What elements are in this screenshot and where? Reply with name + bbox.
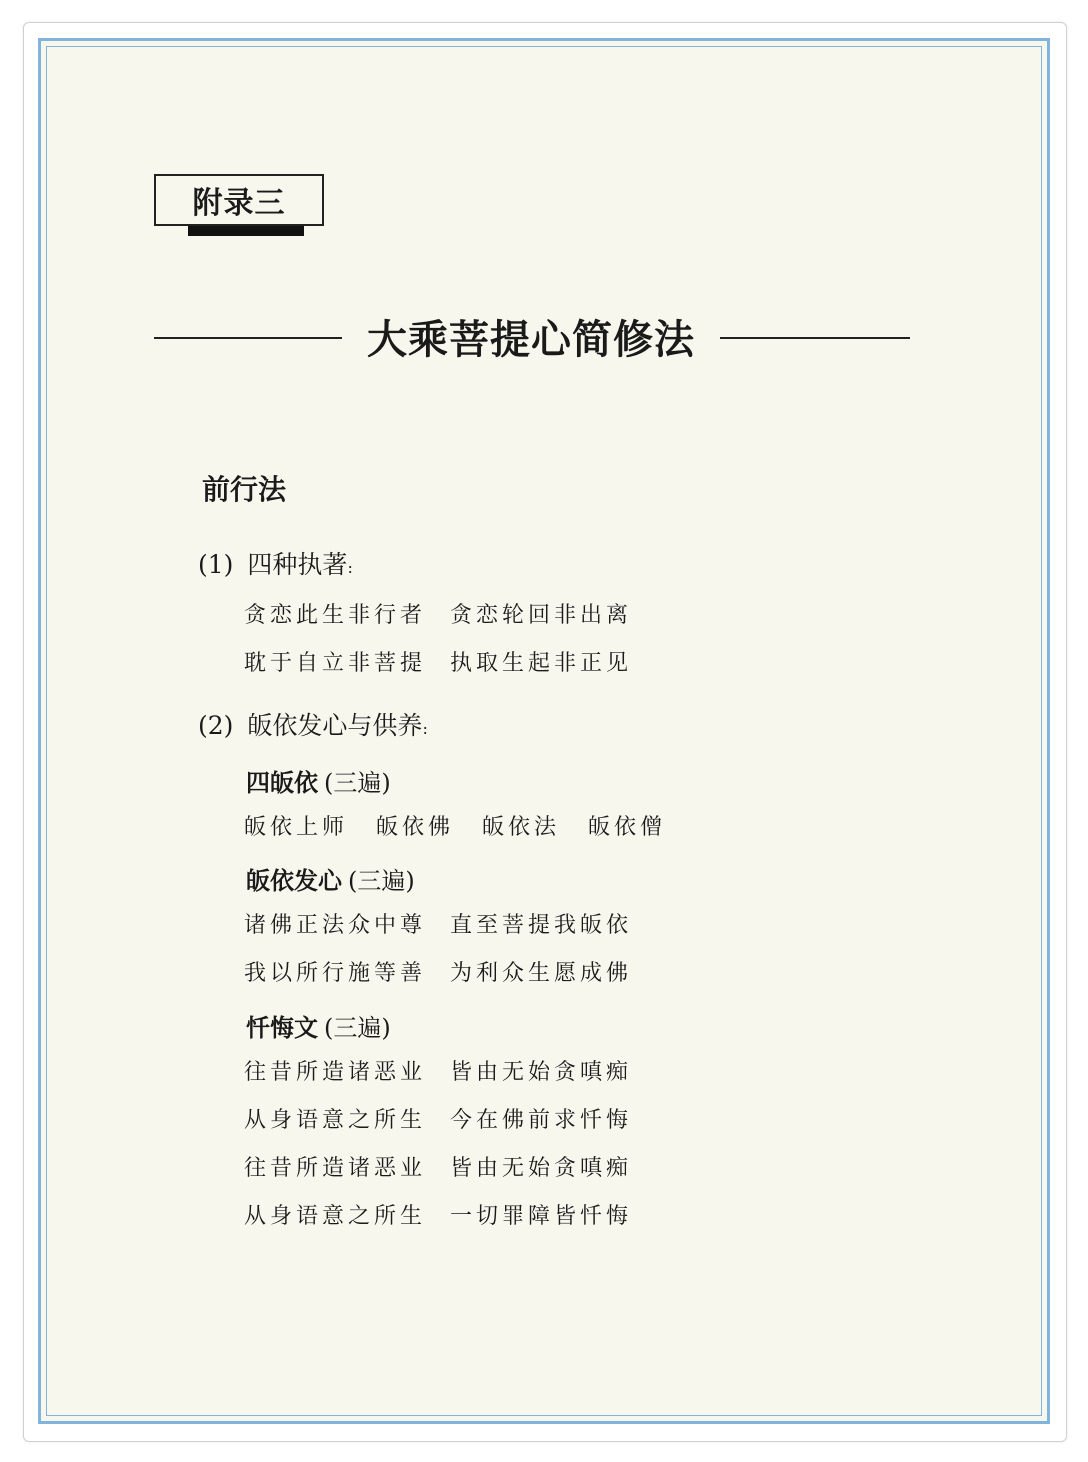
verse-line — [244, 1103, 632, 1134]
verse-phrase: 往昔所造诸恶业 — [244, 1060, 427, 1085]
verse-phrase: 从身语意之所生 — [244, 1108, 427, 1133]
sub-heading-confession — [246, 1008, 391, 1043]
refuge-line — [244, 810, 666, 841]
verse-line — [244, 1055, 632, 1086]
verse-line — [244, 646, 632, 677]
verse-phrase: 执取生起非正见 — [450, 651, 633, 676]
section-heading: 前行法 — [202, 473, 287, 506]
verse-phrase: 直至菩提我皈依 — [450, 913, 633, 938]
verse-phrase: 皆由无始贪嗔痴 — [450, 1060, 633, 1085]
repeat-note: (三遍) — [348, 867, 415, 895]
refuge-phrase: 皈依僧 — [588, 815, 667, 840]
verse-phrase: 今在佛前求忏悔 — [450, 1108, 633, 1133]
verse-line — [244, 908, 632, 939]
item-label: 四种执著 — [247, 550, 348, 579]
refuge-phrase: 皈依上师 — [244, 815, 349, 840]
sub-heading-refuge — [246, 763, 391, 798]
verse-phrase: 一切罪障皆忏悔 — [450, 1204, 633, 1229]
appendix-tag-shadow — [188, 226, 304, 236]
verse-phrase: 耽于自立非菩提 — [244, 651, 427, 676]
verse-line — [244, 956, 632, 987]
sub-heading-label: 忏悔文 — [246, 1013, 318, 1042]
sub-heading-label: 四皈依 — [246, 768, 318, 797]
verse-phrase: 我以所行施等善 — [244, 961, 427, 986]
sub-heading-bodhicitta — [246, 861, 415, 896]
item-colon: : — [347, 558, 353, 577]
title-rule-left — [154, 337, 342, 339]
verse-phrase: 从身语意之所生 — [244, 1204, 427, 1229]
verse-phrase: 皆由无始贪嗔痴 — [450, 1156, 633, 1181]
repeat-note: (三遍) — [324, 769, 391, 797]
title-rule-right — [720, 337, 910, 339]
item-label: 皈依发心与供养 — [247, 711, 423, 740]
item-number: (1) — [198, 550, 234, 579]
repeat-note: (三遍) — [324, 1014, 391, 1042]
refuge-phrase: 皈依佛 — [376, 815, 455, 840]
item-number: (2) — [198, 711, 234, 740]
verse-line — [244, 598, 632, 629]
verse-phrase: 为利众生愿成佛 — [450, 961, 633, 986]
appendix-tag: 附录三 — [154, 174, 324, 226]
verse-line — [244, 1199, 632, 1230]
verse-phrase: 诸佛正法众中尊 — [244, 913, 427, 938]
page-title: 大乘菩提心简修法 — [367, 315, 695, 363]
verse-line — [244, 1151, 632, 1182]
verse-phrase: 贪恋轮回非出离 — [450, 603, 633, 628]
refuge-phrase: 皈依法 — [482, 815, 561, 840]
item-heading-2 — [198, 706, 428, 742]
sub-heading-label: 皈依发心 — [246, 866, 342, 895]
item-heading-1 — [198, 545, 353, 581]
verse-phrase: 贪恋此生非行者 — [244, 603, 427, 628]
item-colon: : — [422, 719, 428, 738]
verse-phrase: 往昔所造诸恶业 — [244, 1156, 427, 1181]
